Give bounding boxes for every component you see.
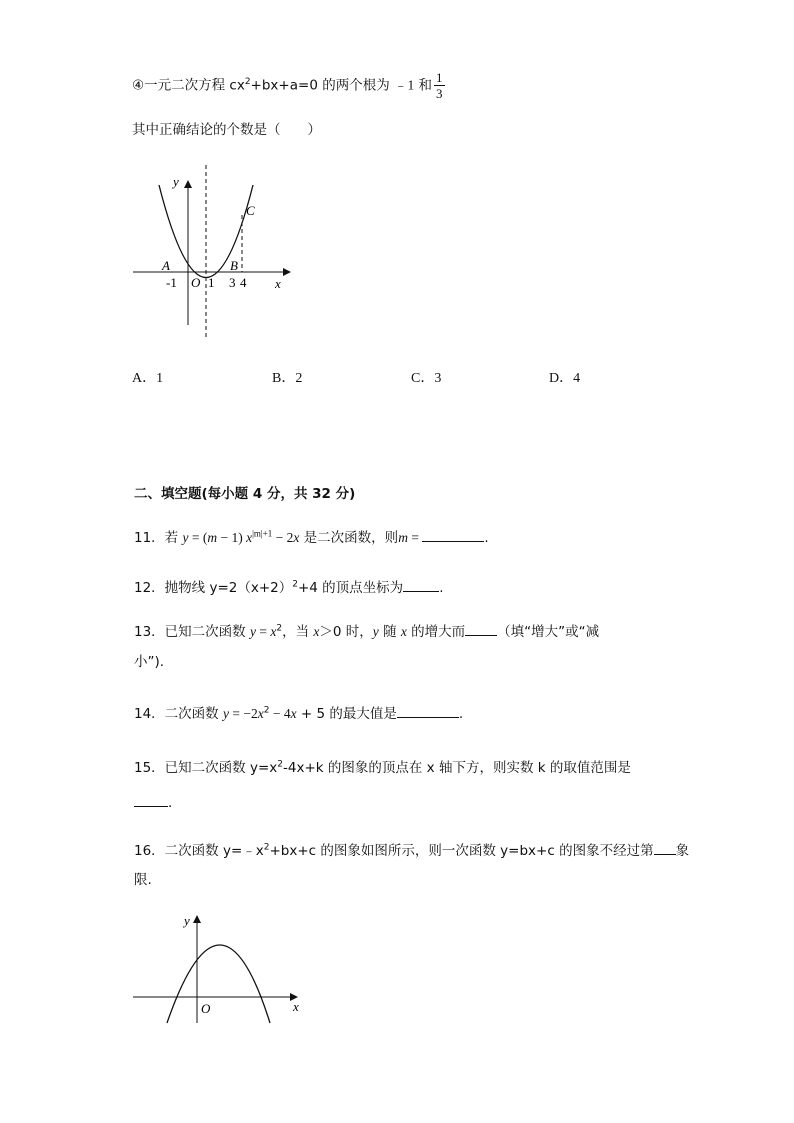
answer-blank[interactable] bbox=[654, 840, 676, 855]
q16-text: 象 bbox=[675, 843, 690, 859]
fraction-denominator: 3 bbox=[436, 86, 443, 101]
section-title: 二、填空题(每小题 4 分，共 32 分) bbox=[134, 486, 356, 502]
math-var: y bbox=[249, 624, 256, 639]
q13-line2: 小”). bbox=[134, 654, 165, 670]
point-b-label: B bbox=[230, 258, 238, 273]
q10-statement-4 bbox=[132, 70, 445, 101]
math-var: x bbox=[257, 706, 264, 721]
q12-text: +4 的顶点坐标为 bbox=[297, 580, 404, 596]
superscript: 2 bbox=[263, 705, 270, 716]
math-op: = ( bbox=[188, 530, 208, 545]
option-b[interactable]: B．2 bbox=[272, 371, 303, 386]
math-var: y bbox=[222, 706, 229, 721]
prompt-text: 其中正确结论的个数是（ ） bbox=[132, 122, 321, 138]
math-var: y bbox=[182, 530, 189, 545]
option-d[interactable]: D．4 bbox=[549, 371, 581, 386]
q15-line2 bbox=[134, 792, 172, 813]
math-op: = bbox=[407, 530, 423, 545]
math-op: = −2 bbox=[228, 706, 258, 721]
q14-text: + 5 的最大值是 bbox=[296, 706, 397, 722]
fraction-numerator: 1 bbox=[436, 70, 443, 85]
x-label: x bbox=[275, 276, 281, 291]
q15-text: -4x+k 的图象的顶点在 x 轴下方，则实数 k 的取值范围是 bbox=[283, 760, 631, 776]
q12 bbox=[134, 577, 443, 598]
math-var: x bbox=[270, 624, 277, 639]
fraction-one-third bbox=[434, 70, 445, 101]
q14 bbox=[134, 703, 463, 724]
q11-text: 11．若 bbox=[134, 530, 183, 546]
option-a[interactable]: A．1 bbox=[132, 371, 164, 386]
y-label: y bbox=[184, 913, 190, 928]
math-op: = bbox=[255, 624, 271, 639]
math-op: − 1) bbox=[217, 530, 247, 545]
answer-blank[interactable] bbox=[465, 621, 497, 636]
point-a-label: A bbox=[162, 258, 170, 273]
parabola-graph-1 bbox=[125, 160, 300, 345]
q13-text: 的增大而 bbox=[406, 624, 466, 640]
superscript: 2 bbox=[277, 759, 283, 770]
q13-text: ，当 bbox=[282, 624, 314, 640]
answer-blank[interactable] bbox=[397, 703, 459, 718]
statement-text: +bx+a=0 的两个根为 bbox=[250, 77, 394, 94]
q15 bbox=[134, 758, 631, 778]
q13-text: （填“增大”或“减 bbox=[497, 624, 600, 640]
math-var: x bbox=[400, 624, 407, 639]
period: . bbox=[484, 530, 489, 546]
statement-text: 和 bbox=[414, 77, 433, 94]
tick-4: 4 bbox=[240, 275, 247, 290]
q16-text: +bx+c 的图象如图所示，则一次函数 y=bx+c 的图象不经过第 bbox=[269, 843, 654, 859]
q11-text: 是二次函数，则 bbox=[299, 530, 399, 546]
q13 bbox=[134, 621, 599, 642]
statement-text: 一元二次方程 cx bbox=[144, 77, 245, 94]
point-c-label: C bbox=[246, 203, 255, 218]
math-op: − 4 bbox=[269, 706, 291, 721]
q16 bbox=[134, 840, 689, 861]
math-var: m bbox=[207, 530, 218, 545]
y-label: y bbox=[173, 174, 179, 189]
q13-text: 13．已知二次函数 bbox=[134, 624, 250, 640]
math-var: x bbox=[293, 530, 300, 545]
superscript: 2 bbox=[292, 579, 298, 590]
answer-blank[interactable] bbox=[422, 527, 484, 542]
superscript: 2 bbox=[276, 623, 283, 634]
root-value: ﹣1 bbox=[393, 77, 415, 93]
superscript: 2 bbox=[263, 842, 270, 853]
q14-text: 14．二次函数 bbox=[134, 706, 223, 722]
tick-1: 1 bbox=[208, 275, 215, 290]
math-var: x bbox=[246, 530, 253, 545]
answer-blank[interactable] bbox=[403, 577, 439, 592]
q16-text: 16．二次函数 y=﹣x bbox=[134, 843, 264, 859]
y-axis-arrow bbox=[193, 915, 201, 923]
parabola-curve bbox=[167, 945, 270, 1023]
q13-text: ＞0 时， bbox=[319, 624, 373, 640]
exponent: |m|+1 bbox=[252, 528, 273, 539]
parabola-graph-2 bbox=[125, 905, 310, 1030]
math-op: − 2 bbox=[272, 530, 294, 545]
x-label: x bbox=[293, 999, 299, 1014]
x-axis-arrow bbox=[283, 268, 291, 276]
math-var: x bbox=[290, 706, 297, 721]
math-var: m bbox=[398, 530, 408, 545]
q12-text: 12．抛物线 y=2（x+2） bbox=[134, 580, 293, 596]
period: . bbox=[439, 580, 444, 596]
circled-number: ④ bbox=[132, 77, 145, 94]
option-c[interactable]: C．3 bbox=[411, 371, 442, 386]
q11 bbox=[134, 527, 489, 548]
math-var: x bbox=[313, 624, 320, 639]
superscript: 2 bbox=[244, 77, 251, 87]
q16-line2: 限. bbox=[134, 872, 152, 888]
q10-prompt bbox=[132, 120, 321, 140]
q15-text: 15．已知二次函数 y=x bbox=[134, 760, 278, 776]
y-axis-arrow bbox=[184, 180, 192, 188]
period: . bbox=[458, 706, 464, 722]
tick-neg1: -1 bbox=[166, 275, 177, 290]
q13-text: 随 bbox=[378, 624, 401, 640]
origin-label: O bbox=[201, 1001, 211, 1016]
origin-label: O bbox=[191, 275, 201, 290]
math-var: y bbox=[372, 624, 379, 639]
tick-3: 3 bbox=[229, 275, 236, 290]
answer-blank[interactable] bbox=[134, 792, 168, 807]
period: . bbox=[168, 795, 173, 811]
